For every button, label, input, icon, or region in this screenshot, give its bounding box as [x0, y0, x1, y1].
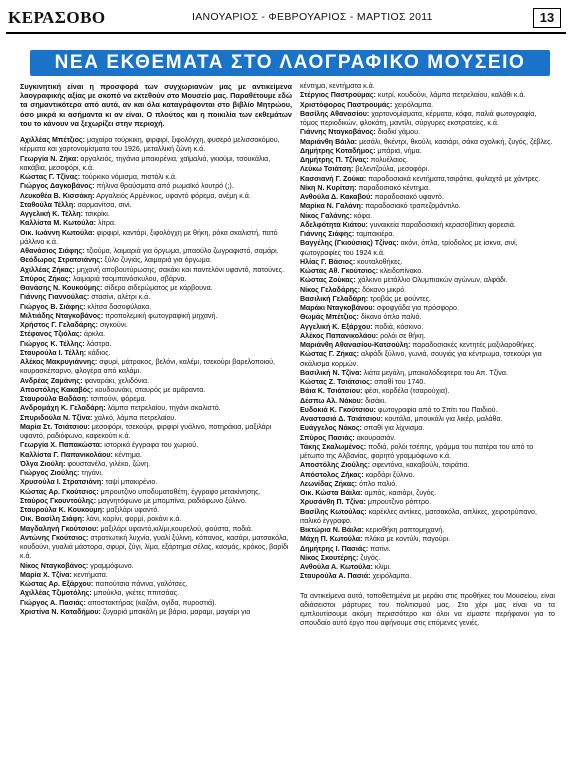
donor-entry: [300, 267, 555, 276]
donor-list-left: [20, 136, 292, 617]
donated-items: παραδοσιακά κεντήματα,τσιράτια, φυλαχτό με χάντρες.: [368, 174, 541, 183]
donated-items: λίτρα.: [97, 219, 116, 228]
donated-items: κουτάλα, μπουκάλι για λικέρ, μαλάθα.: [384, 415, 503, 423]
donated-items: παπούτσια πάνινα, γαλότσες.: [95, 580, 188, 589]
donor-name: Χρυσούλα Ι. Στρατσιάνη:: [20, 478, 104, 487]
donor-entry: [20, 562, 292, 571]
donated-items: καρδάρι ξύλινο.: [365, 470, 415, 479]
donor-name: Αχιλλέας Τζιμοτόλης:: [20, 589, 92, 598]
donor-entry: [300, 471, 555, 480]
donated-items: φέσι, κορδέλα (τσαρούχια).: [364, 387, 450, 396]
donor-entry: [300, 461, 555, 470]
donor-entry: [20, 608, 292, 617]
donated-items: ξύλο ζυγιάς, λαιμαριά για όργωμα.: [104, 256, 212, 265]
donated-items: μαχαίρα τούρκικη, φιρφιρί, ξιφολόγχη, φυσερό μελισσοκόμου, κέρματα και χαρτονομίσματα του 1926, μεταλλική ζώνη κ.ά.: [20, 136, 280, 154]
donor-name: Δέσπω Αλ. Νάκου:: [300, 396, 364, 405]
donor-name: Κώστας Ζ. Τσιάτσιος:: [300, 378, 373, 386]
donated-items: αποστακτήρας (καζάνι, ογίδα, πυροστιά).: [87, 598, 217, 607]
donated-items: σαρμανίτσα, σινί.: [77, 200, 132, 209]
donor-name: Σταυρούλα Κ. Κουκούμη:: [20, 506, 105, 515]
donated-items: ταμπακιέρα.: [356, 230, 395, 238]
donated-items: σιγκούνι.: [99, 321, 128, 330]
donor-entry: [300, 91, 555, 100]
donated-items: αργαλειός, τηγάνια μπακιρένια, χαϊμαλιά, γκιούμι, τσουκάλια, κακάβια, μεσοφόρι, κ.ά.: [20, 154, 271, 172]
donor-name: Χριστίνα Ν. Καταδήμου:: [20, 607, 101, 616]
donated-items: διαδκί γάμου.: [377, 128, 420, 137]
donor-entry: [300, 82, 555, 91]
donor-entry: [20, 155, 292, 174]
donated-items: κεριοθήκη ραπτομηχανή.: [365, 526, 445, 534]
donor-name: Ανδρομάχη Κ. Γελαδάρη:: [20, 404, 106, 413]
donor-name: Σπύρος Ζήκας:: [20, 274, 71, 283]
donor-entry: [20, 201, 292, 210]
donor-entry: [300, 147, 555, 156]
donor-entry: [300, 554, 555, 563]
donated-items: τσιπούνι, φόρεμα.: [90, 395, 147, 404]
donor-entry: [20, 182, 292, 191]
donor-entry: [300, 230, 555, 239]
donor-entry: [20, 340, 292, 349]
donor-entry: [300, 424, 555, 433]
donor-entry: [20, 349, 292, 358]
donor-entry: [300, 295, 555, 304]
donor-name: Μαριάνθη Βάιλα:: [300, 137, 358, 146]
donor-name: Αλέκος Μακρυγιάννης:: [20, 358, 98, 367]
donor-name: Χριστόφορος Παστρουμάς:: [300, 100, 393, 109]
donor-name: Καλλίστα Γ. Παπανικολάου:: [20, 450, 113, 459]
donor-entry: [300, 110, 555, 129]
donor-entry: [300, 258, 555, 267]
donor-name: Μαρίκα Ν. Γαλάνη:: [300, 202, 364, 211]
donor-entry: [20, 256, 292, 265]
donor-entry: [20, 469, 292, 478]
donor-entry: [20, 321, 292, 330]
donated-items: πλάκα με κοντύλι, παγούρι.: [364, 535, 451, 544]
donor-entry: [20, 497, 292, 506]
donor-name: Βικτώρια Ν. Βάιλα:: [300, 526, 364, 534]
donor-name: Κώστας Αθ. Γκούτσιος:: [300, 267, 379, 275]
article-title-bar: [30, 50, 550, 76]
donor-name: Βαγγέλης (Γκιούσιας) Τζίνας:: [300, 239, 399, 248]
donated-items: μπούκλα, γκέτες ππιτσάας.: [93, 589, 180, 598]
donor-entry: [20, 414, 292, 423]
donated-items: γραμμόφωνο.: [90, 561, 134, 570]
donated-items: φωτογραφία από το Σπίτι του Παιδιού.: [377, 405, 498, 414]
donated-items: λάστρα.: [86, 339, 112, 348]
donor-entry: [20, 303, 292, 312]
donor-entry: [20, 192, 292, 201]
donor-name: Δημήτρης Κοταδήμος:: [300, 146, 376, 155]
donated-items: μαξιλάρι υφαντό,κιλίμι,κουρελού, φούστα, ποδιά.: [100, 524, 253, 533]
donor-entry: [20, 173, 292, 182]
donor-name: Ηλίας Γ. Βάσιος:: [300, 257, 356, 266]
donor-entry: [20, 330, 292, 339]
donated-items: κάδιος.: [88, 348, 111, 357]
donor-name: Βασιλική Γελαδάρη:: [300, 294, 369, 303]
donor-entry: [20, 423, 292, 442]
donor-name: Χρυσάνθη Π. Τζίνα:: [300, 498, 366, 507]
donor-entry: [20, 395, 292, 404]
donated-items: δόκανο μικρό.: [362, 285, 407, 294]
donor-name: Γιάννης Νταγκοβάνος:: [300, 128, 376, 137]
donor-name: Κώστας Αρ. Εξάρχου:: [20, 580, 94, 589]
donated-items: όπλο παλιό.: [359, 479, 398, 488]
donor-entry: [300, 165, 555, 174]
donor-entry: [300, 498, 555, 507]
donated-items: δισάκι.: [365, 396, 387, 405]
donated-items: μπάρια, νήμα.: [377, 146, 422, 155]
donated-items: ποδιά, ρολόι τσέπης, γράμμα του πατέρα του από το μέτωπο της Αλβανίας, φορητό γραμμόφωνο κ.ά.: [300, 442, 534, 460]
donated-items: χαρτονομίσματα, κέρματα, κόφα, παλιά φωτογραφία, τόμος περιοδικών, φλοκάτη, μαντίλι, σύργυρες εκστρατείες, κ.ά.: [300, 109, 537, 127]
donor-name: Οικ. Βασίλη Σιάφη:: [20, 515, 85, 524]
donated-items: σίδερο σιδερώματος με κάρβουνα.: [104, 284, 213, 293]
donor-name: Σταύρος Γκουντούλης:: [20, 496, 97, 505]
donor-entry: [20, 571, 292, 580]
donor-name: Βάια Κ. Τσιάτσιου:: [300, 387, 363, 396]
donor-name: Αντώνης Γκούτσιος:: [20, 533, 89, 542]
donated-items: κέντημα, κεντήματα κ.ά.: [300, 82, 375, 90]
donor-entry: [20, 358, 292, 377]
donor-entry: [20, 293, 292, 302]
donated-items: τροβάς με φούντες.: [370, 294, 431, 303]
donor-name: Μαγδαληνή Γκούτσιου:: [20, 524, 99, 533]
donated-items: βελεντζούλα, μεσοφόρι.: [355, 165, 430, 174]
donor-entry: [300, 406, 555, 415]
donor-entry: [300, 378, 555, 387]
donated-items: τηγάνι.: [81, 469, 103, 478]
donated-items: πολυέλαιος.: [370, 156, 409, 164]
donated-items: μπρουτζινο υποδυματοθέτη, έγγραφο μετακίνησης.: [100, 487, 261, 496]
donor-entry: [300, 286, 555, 295]
donor-name: Απόστολος Ζήκας:: [300, 470, 364, 479]
donor-name: Μαρία Στ. Τσιάτσιου:: [20, 422, 90, 431]
donor-entry: [20, 599, 292, 608]
donor-name: Αναστασιά Δ. Τσιάτσιου:: [300, 415, 383, 423]
donor-name: Γιώργος Κ. Τέλλης:: [20, 339, 85, 348]
donor-name: Θανάσης Ν. Κουκούμης:: [20, 284, 103, 293]
donated-items: χειρόλαμπα.: [372, 572, 412, 581]
donated-items: φουστανέλα, γιλέκο, ζώνη.: [67, 459, 151, 468]
donor-entry: [300, 304, 555, 313]
donor-name: Θωμάς Μπέτζιος:: [300, 313, 359, 322]
donor-name: Καλλίστα Μ. Κωτούλα:: [20, 219, 96, 228]
donor-name: Μαριάνθη Αθανασίου-Κατσούλη:: [300, 341, 411, 349]
donor-entry: [300, 480, 555, 489]
donor-name: Κώστας Ζούκας:: [300, 276, 356, 285]
donor-name: Σταυρούλα Ι. Τέλλη:: [20, 348, 87, 357]
donor-entry: [300, 193, 555, 202]
donor-name: Αχιλλέας Μπέτζιος:: [20, 136, 85, 145]
donor-entry: [300, 221, 555, 230]
donated-items: τζιούμα, λαιμαριά για όργωμα, μπαούλο ζωγραφιστό, σαμάρι.: [86, 247, 279, 256]
donor-name: Σπύρος Πασιάς:: [300, 433, 355, 442]
donor-name: Νίκος Νταγκοβάνος:: [20, 561, 89, 570]
donated-items: παραδοσιακό κέντημα.: [358, 183, 431, 192]
donor-name: Στέφανος Τζιόλας:: [20, 330, 82, 339]
donor-name: Κώστας Αρ. Γκούτσιος:: [20, 487, 99, 496]
donor-name: Βασίλης Αθανασίου:: [300, 109, 370, 118]
donor-entry: [20, 377, 292, 386]
donor-entry: [300, 350, 555, 369]
donor-entry: [20, 136, 292, 155]
donor-entry: [300, 397, 555, 406]
donated-items: λάνι, κορίνι, φορμί, ροκάνι κ.ά.: [86, 515, 182, 524]
donor-name: Σπυριδούλα Ν. Τζίνα:: [20, 413, 93, 422]
donor-entry: [20, 441, 292, 450]
donor-name: Ανδρέας Ζαμάνης:: [20, 376, 83, 385]
donor-entry: [300, 128, 555, 137]
donor-entry: [300, 489, 555, 498]
donor-entry: [300, 202, 555, 211]
donor-name: Σταυρούλα Α. Πασιά:: [300, 572, 371, 581]
donated-items: ζυγός.: [360, 553, 381, 562]
donor-entry: [300, 332, 555, 341]
donor-entry: [20, 210, 292, 219]
donor-entry: [300, 535, 555, 544]
donor-name: Στέργιος Παστρούμας:: [300, 91, 376, 100]
donor-name: Νίκος Σκουτέρης:: [300, 553, 359, 562]
donor-entry: [300, 526, 555, 535]
donated-items: Αργαλειός Αρμένικος, υφαντό φόρεμα, ανέμη κ.ά.: [96, 191, 251, 200]
donor-name: Όλγα Ζιούλη:: [20, 459, 66, 468]
donor-entry: [300, 239, 555, 258]
donated-items: ταψί μπακιρένιο.: [105, 478, 158, 487]
donor-name: Κασσιανή Γ. Ζούκα:: [300, 174, 367, 183]
donated-items: μαξιλάρι υφαντό.: [106, 506, 160, 515]
donor-entry: [20, 451, 292, 460]
donated-items: μεσάλι, θκέντρι, θκούλι, κασιάρι, σάκα σχολική, ζυγός, ζέβλες.: [359, 137, 553, 146]
left-column: [20, 82, 292, 617]
donor-entry: [300, 101, 555, 110]
donated-items: ιστορικά έγγραφα του χωριού.: [104, 441, 199, 450]
donor-name: Μάχη Π. Κωτούλα:: [300, 535, 363, 544]
donor-name: Βασιλική Ν. Τζίνα:: [300, 368, 362, 377]
donor-entry: [20, 266, 292, 275]
donated-items: κλίμι.: [374, 563, 392, 571]
donor-name: Νίκος Γελαδάρης:: [300, 285, 361, 294]
donated-items: ποδιά, κόσκινο.: [374, 322, 424, 331]
donor-entry: [20, 247, 292, 256]
donated-items: κουταλοθήκες.: [357, 257, 403, 266]
donated-items: παραδοσιακό υφαντό.: [374, 193, 444, 201]
donor-name: Κώστας Γ. Ζήκας:: [300, 350, 360, 359]
donor-name: Γιάννης Γιαννούλας:: [20, 293, 90, 302]
donated-items: τούρκικο νόμισμα, πιστόλι κ.ά.: [82, 173, 178, 182]
donor-name: Αγγελική Κ. Εξάρχου:: [300, 322, 373, 331]
donor-entry: [300, 415, 555, 424]
donor-entry: [20, 525, 292, 534]
donor-name: Μαρία Χ. Τζίνα:: [20, 570, 72, 579]
donated-items: μεσοφόρι, τσεκούρι, φιρφιρί γυάλινο, ποτηράκια, μαξιλάρι υφαντό, ραδιόφωνο, καφεκούτι κ.ά.: [20, 422, 272, 441]
donated-items: κλειδοπίνακο.: [380, 267, 424, 275]
donor-name: Μαράκι Νταγκοβάνου:: [300, 304, 375, 312]
donor-name: Λεωνίδας Ζήκας:: [300, 479, 358, 488]
donated-items: καρέκλες αντίκες, ματσακόλα, απλίκες, χειροτρύπανο, ιταλικό έγγραφο.: [300, 507, 537, 525]
donor-entry: [20, 580, 292, 589]
donor-name: Θεόδωρος Στρατσιάνης:: [20, 256, 103, 265]
donor-entry: [20, 284, 292, 293]
donor-entry: [20, 515, 292, 524]
donor-entry: [300, 323, 555, 332]
newspaper-brand: ΚΕΡΑΣΟΒΟ: [8, 8, 106, 27]
donated-items: κεντήματα.: [73, 570, 108, 579]
donated-items: στασίνι, αλέτρι κ.ά.: [91, 293, 151, 302]
donated-items: κόφα.: [353, 211, 373, 220]
donor-entry: [300, 434, 555, 443]
donated-items: μπρουτζινο ρόπτρο.: [367, 498, 431, 507]
donor-name: Δημήτρης Ι. Πασιάς:: [300, 544, 369, 553]
donor-name: Οικ. Ιωάννη Κωτούλα:: [20, 228, 95, 237]
donor-name: Αποστόλης Ζιούλης:: [300, 461, 371, 470]
donated-items: ακόνι, όπλα, τρίοδολος με ίσκνα, σινί, φωτογραφίες του 1924 κ.ά.: [300, 239, 518, 257]
donor-entry: [300, 175, 555, 184]
donated-items: χαλκό, λάμπα πετρελαίου.: [94, 413, 177, 422]
intro-paragraph: Συγκινητική είναι η προσφορά των συγχωριανών μας με αντικείμενα λαογραφικής αξίας με σκοπό να εκτεθούν στο Μουσείο μας. Παραθέτουμε εδώ τα σημαντικότερα από αυτά, αν και όλα καταγράφονται στο βιβλίο Μητρώου, όσο μικρά κι ασήμαντα κι αν είναι. Ο πλούτος και η ποικιλία των εκθεμάτων του το κάνουν να ξεχωρίζει στην περιοχή.: [20, 82, 292, 128]
donor-name: Αδελφότητα Κιάτου:: [300, 220, 368, 229]
donated-items: χάλκινο μετάλλιο Ολυμπιακών αγώνων, αλφάδι.: [357, 276, 508, 285]
donor-name: Αγγελική Κ. Τέλλη:: [20, 210, 83, 219]
donor-entry: [300, 508, 555, 527]
donor-name: Γιάννης Σιάφης:: [300, 230, 355, 238]
donated-items: φιρφιρί, καντάρι, ξιφολόγχη με θήκη, ρόκα σκαλιστή, πατό μάλλινο κ.ά.: [20, 228, 278, 246]
donated-items: γυναικεία παραδοσιακή κερασοβίτικη φορεσιά.: [369, 220, 516, 229]
donor-name: Λεύκω Τσιάτση:: [300, 165, 354, 174]
closing-paragraph: Τα αντικείμενα αυτά, τοποθετημένα με μεράκι στις προθήκες του Μουσείου, είναι αδιάσειστοι μάρτυρες του πολιτισμού μας. Στο χέρι μας είναι να τα εμπλουτίσουμε ακόμη περισσότερο και όλοι να είμαστε περήφανοι για το σπουδαίο αυτό έργο που αφήνουμε στις επόμενες γενιές.: [300, 591, 555, 628]
donated-items: μηχανή αποβουτύρωσης, σακάκι και παντελόνι υφαντό, πατούνες.: [76, 265, 285, 274]
donated-items: σφοφγάδα για πρόσφορο.: [376, 304, 459, 312]
donated-items: λάμπα πετρελαίου, τηγάνι σκαλιστό.: [107, 404, 221, 413]
donated-items: παραδοσιακό τραπεζομάντιλο.: [365, 202, 461, 211]
donor-name: Ευδοκιά Κ. Γκούτσιου:: [300, 405, 376, 414]
donor-name: Ανθούλα Α. Κωτούλα:: [300, 563, 373, 571]
donor-name: Αχιλλέας Ζήκας:: [20, 265, 75, 274]
donor-name: Γιώργος Α. Πασιάς:: [20, 598, 86, 607]
donor-entry: [20, 404, 292, 413]
donor-list-right: [300, 82, 555, 582]
donated-items: λιάτα μεγάλη, μπακαλόδεφτερα του Απ. Τζίνα.: [363, 368, 508, 377]
donated-items: κυτρί, κουδούνι, λάμπα πετρελαίου, καλάθι κ.ά.: [377, 91, 526, 100]
donor-name: Κώστας Γ. Τζίνας:: [20, 173, 81, 182]
donor-entry: [20, 488, 292, 497]
donated-items: ακουρασιάν.: [356, 433, 396, 442]
donor-entry: [20, 478, 292, 487]
donor-entry: [300, 341, 555, 350]
article-title: ΝΕΑ ΕΚΘΕΜΑΤΑ ΣΤΟ ΛΑΟΓΡΑΦΙΚΟ ΜΟΥΣΕΙΟ: [54, 52, 526, 73]
donor-name: Γιώργος Β. Σιάφης:: [20, 302, 86, 311]
donated-items: πατίνι.: [370, 544, 391, 553]
donated-items: σπαθί του 1740.: [374, 378, 426, 386]
donor-entry: [300, 184, 555, 193]
donated-items: ζυγαριά μπακάλη με βάρια, μαραμι, μαγαίρι για: [102, 607, 251, 616]
donor-entry: [300, 212, 555, 221]
donor-entry: [300, 545, 555, 554]
donor-entry: [300, 563, 555, 572]
donated-items: λαιμαριά τσομπανόσκυλου, σβάρνα.: [72, 274, 187, 283]
donor-entry: [300, 313, 555, 322]
donated-items: άρκλα.: [83, 330, 106, 339]
donor-name: Τάκης Σκαλωμένος:: [300, 442, 367, 451]
donor-name: Οικ. Κώστα Βάιλα:: [300, 489, 363, 497]
donor-name: Γιώργος Δαγκοβάνος:: [20, 182, 95, 191]
donated-items: μαγνητόφωνο με μπομπίνα, ραδιόφωνο ξύλινο.: [98, 496, 247, 505]
donor-entry: [20, 460, 292, 469]
issue-date: ΙΑΝΟΥΑΡΙΟΣ - ΦΕΒΡΟΥΑΡΙΟΣ - ΜΑΡΤΙΟΣ 2011: [192, 11, 433, 23]
donor-name: Νίκος Γαλάνης:: [300, 211, 352, 220]
donor-name: Γιώργος Ζιούλης:: [20, 469, 80, 478]
donor-name: Αλέκος Παπανικολάου:: [300, 331, 379, 340]
donor-entry: [300, 276, 555, 285]
donated-items: κουδουνάκι, σταυρός με αμάραντα.: [95, 385, 206, 394]
donated-items: αλφάδι ξύλινο, γωνιά, σουγιάς για κέντρωμα, τσεκούρι για σκάλισμα κορμών.: [300, 350, 542, 368]
donated-items: δίκανο όπλο παλιό.: [360, 313, 422, 322]
donated-items: σφεντόνα, κακαβούλι, τσιράτια.: [372, 461, 470, 470]
donor-name: Νίκη Ν. Κυρίτση:: [300, 183, 357, 192]
donor-entry: [20, 219, 292, 228]
donor-name: Βασίλης Κωτούλας:: [300, 507, 367, 516]
donated-items: κέντημα.: [114, 450, 143, 459]
donated-items: παραδοσιακές κεντητές μαξιλαροθήκες.: [412, 341, 537, 349]
donor-name: Σταυρούλα Βαδάση:: [20, 395, 89, 404]
donated-items: στρατιωτική λυχνία, γυαλί ξύλινη, κόπανος, κασάρι, ματσακόλα, κουδούνι, γυαλιά μάστορα, σφυρί, ζύγι, λίμα, εξάρτημα σέλας, κασμάς, κρόκος, βαρίδι κ.ά.: [20, 533, 289, 561]
header-divider: [6, 32, 566, 34]
donor-entry: [300, 387, 555, 396]
page-number: 13: [533, 8, 561, 28]
right-column: [300, 82, 555, 629]
donor-entry: [300, 156, 555, 165]
donated-items: σπαθί για λίχνισμα.: [363, 424, 425, 433]
donor-entry: [20, 229, 292, 248]
donated-items: αμπάς, κασιάρι, ζυγός.: [364, 489, 437, 497]
donor-entry: [300, 443, 555, 462]
donor-entry: [20, 275, 292, 284]
donor-entry: [20, 506, 292, 515]
donor-name: Λευκοθέα Β. Κισσάκη:: [20, 191, 95, 200]
donor-name: Αθανάσιος Σιάφης:: [20, 247, 85, 256]
donor-entry: [20, 312, 292, 321]
donated-items: σφυρί, μάτρακος, βελόνι, καλέμι, τσεκούρι βαρελοποιού, κουρασκέπαρνο, φλογέρα από καλάμι.: [20, 358, 276, 376]
donor-entry: [300, 369, 555, 378]
donor-name: Χρήστος Γ. Γελαδάρης:: [20, 321, 98, 330]
donated-items: τσικρίκι.: [84, 210, 110, 219]
donated-items: ρολόι σε θήκη.: [380, 331, 426, 340]
page-header: [0, 0, 569, 40]
donated-items: χειρόλαμπα.: [394, 100, 434, 109]
donor-name: Σταθούλα Τέλλη:: [20, 200, 76, 209]
donated-items: κλίτσα δασοφύλακα.: [87, 302, 152, 311]
donor-entry: [300, 572, 555, 581]
donor-entry: [20, 386, 292, 395]
donor-name: Ευάγγελος Νάκος:: [300, 424, 362, 433]
donor-name: Γεωργία Χ. Παπακώστα:: [20, 441, 103, 450]
donated-items: φαναράκι, χελιδόνια.: [84, 376, 150, 385]
donated-items: πήλινα θραύσματα από ρωμαϊκό λουτρό (;).: [96, 182, 234, 191]
donor-name: Γεωργία Ν. Ζήκα:: [20, 154, 79, 163]
donor-name: Μιλτιάδης Νταγκοβάνος:: [20, 311, 104, 320]
donor-name: Ανθούλα Δ. Κακαβού:: [300, 193, 373, 201]
donor-entry: [20, 589, 292, 598]
donor-entry: [20, 534, 292, 562]
donor-name: Δημήτρης Π. Τζίνας:: [300, 156, 369, 164]
donated-items: προπολεμική φωτογραφική μηχανή.: [105, 311, 218, 320]
donor-name: Αποστόλης Κακαβός:: [20, 385, 94, 394]
donor-entry: [300, 138, 555, 147]
